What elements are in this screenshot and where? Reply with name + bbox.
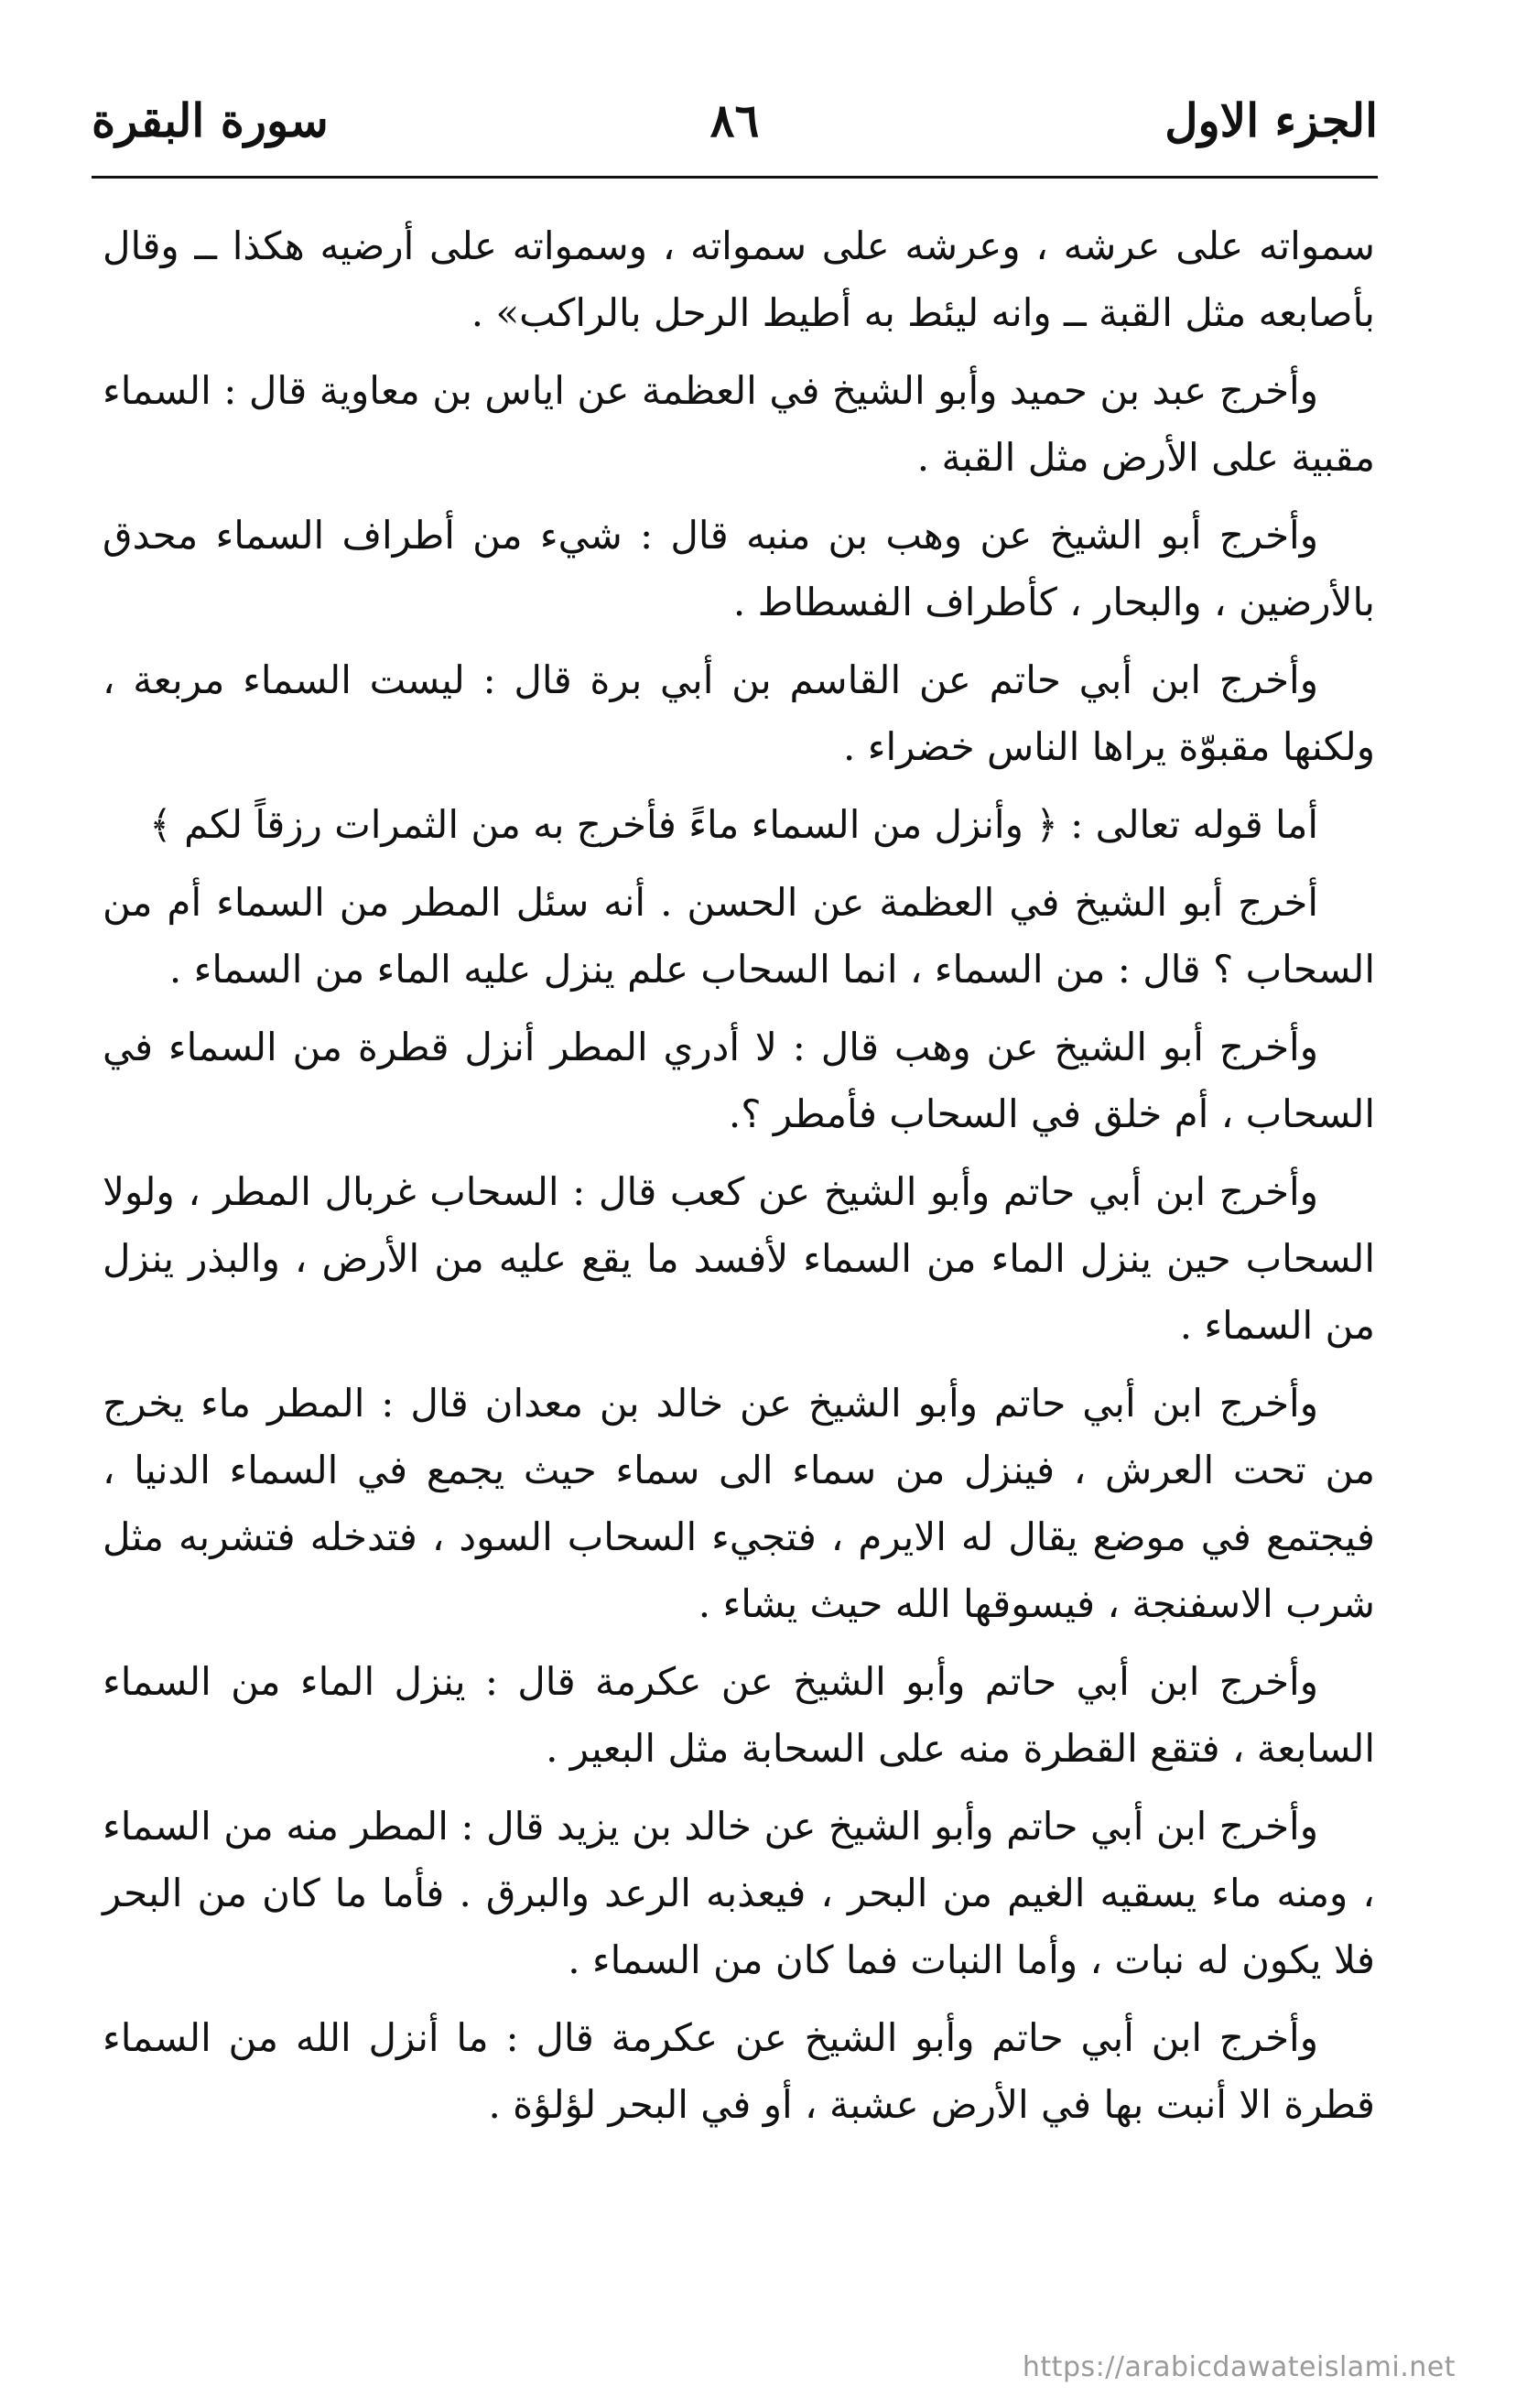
paragraph-hasan: أخرج أبو الشيخ في العظمة عن الحسن . أنه سئل المطر من السماء أم من السحاب ؟ قال : من السماء ، انما السحاب علم ينزل عليه الماء من السماء . [103,880,1375,992]
paragraph-wahb: وأخرج أبو الشيخ عن وهب قال : لا أدري المطر أنزل قطرة من السماء في السحاب ، أم خلق في السحاب فأمطر ؟. [103,1025,1375,1136]
paragraph-qasim-ibn-abi-burra: وأخرج ابن أبي حاتم عن القاسم بن أبي برة قال : ليست السماء مربعة ، ولكنها مقبوّة يراها الناس خضراء . [103,657,1375,769]
paragraph-ikrima-1: وأخرج ابن أبي حاتم وأبو الشيخ عن عكرمة قال : ينزل الماء من السماء السابعة ، فتقع القطرة منه على السحابة مثل البعير . [103,1659,1375,1771]
page-header [92,84,1378,157]
surah-title: سورة البقرة [92,93,329,147]
paragraph-khalid-ibn-madan: وأخرج ابن أبي حاتم وأبو الشيخ عن خالد بن معدان قال : المطر ماء يخرج من تحت العرش ، فينزل من سماء الى سماء حيث يجمع في السماء الدنيا ، فيجتمع في موضع يقال له الايرم ، فتجيء السحاب السود ، فتدخله فتشربه مثل شرب الاسفنجة ، فيسوقها الله حيث يشاء . [103,1381,1375,1626]
paragraph-kaab: وأخرج ابن أبي حاتم وأبو الشيخ عن كعب قال : السحاب غربال المطر ، ولولا السحاب حين ينزل الماء من السماء لأفسد ما يقع عليه من الأرض ، والبذر ينزل من السماء . [103,1169,1375,1348]
body-text [103,212,1375,2149]
source-watermark: https://arabicdawateislami.net [1022,2351,1456,2383]
quran-verse-heading: أما قوله تعالى : ﴿ وأنزل من السماء ماءً فأخرج به من الثمرات رزقاً لكم ﴾ [149,802,1318,847]
paragraph-iyas-ibn-muawiya: وأخرج عبد بن حميد وأبو الشيخ في العظمة عن اياس بن معاوية قال : السماء مقبية على الأرض مثل القبة . [103,368,1375,480]
header-divider [92,176,1378,179]
paragraph-continuation: سمواته على عرشه ، وعرشه على سمواته ، وسمواته على أرضيه هكذا ــ وقال بأصابعه مثل القبة ــ وانه ليئط به أطيط الرحل بالراكب» . [103,223,1375,335]
paragraph-khalid-ibn-yazid: وأخرج ابن أبي حاتم وأبو الشيخ عن خالد بن يزيد قال : المطر منه من السماء ، ومنه ماء يسقيه الغيم من البحر ، فيعذبه الرعد والبرق . فأما ما كان من البحر فلا يكون له نبات ، وأما النبات فما كان من السماء . [103,1804,1375,1982]
page-number: ٨٦ [709,93,760,147]
paragraph-wahb-ibn-munabbih: وأخرج أبو الشيخ عن وهب بن منبه قال : شيء من أطراف السماء محدق بالأرضين ، والبحار ، كأطراف الفسطاط . [103,513,1375,624]
part-title: الجزء الاول [1164,93,1378,147]
paragraph-ikrima-2: وأخرج ابن أبي حاتم وأبو الشيخ عن عكرمة قال : ما أنزل الله من السماء قطرة الا أنبت بها في الأرض عشبة ، أو في البحر لؤلؤة . [103,2015,1375,2127]
